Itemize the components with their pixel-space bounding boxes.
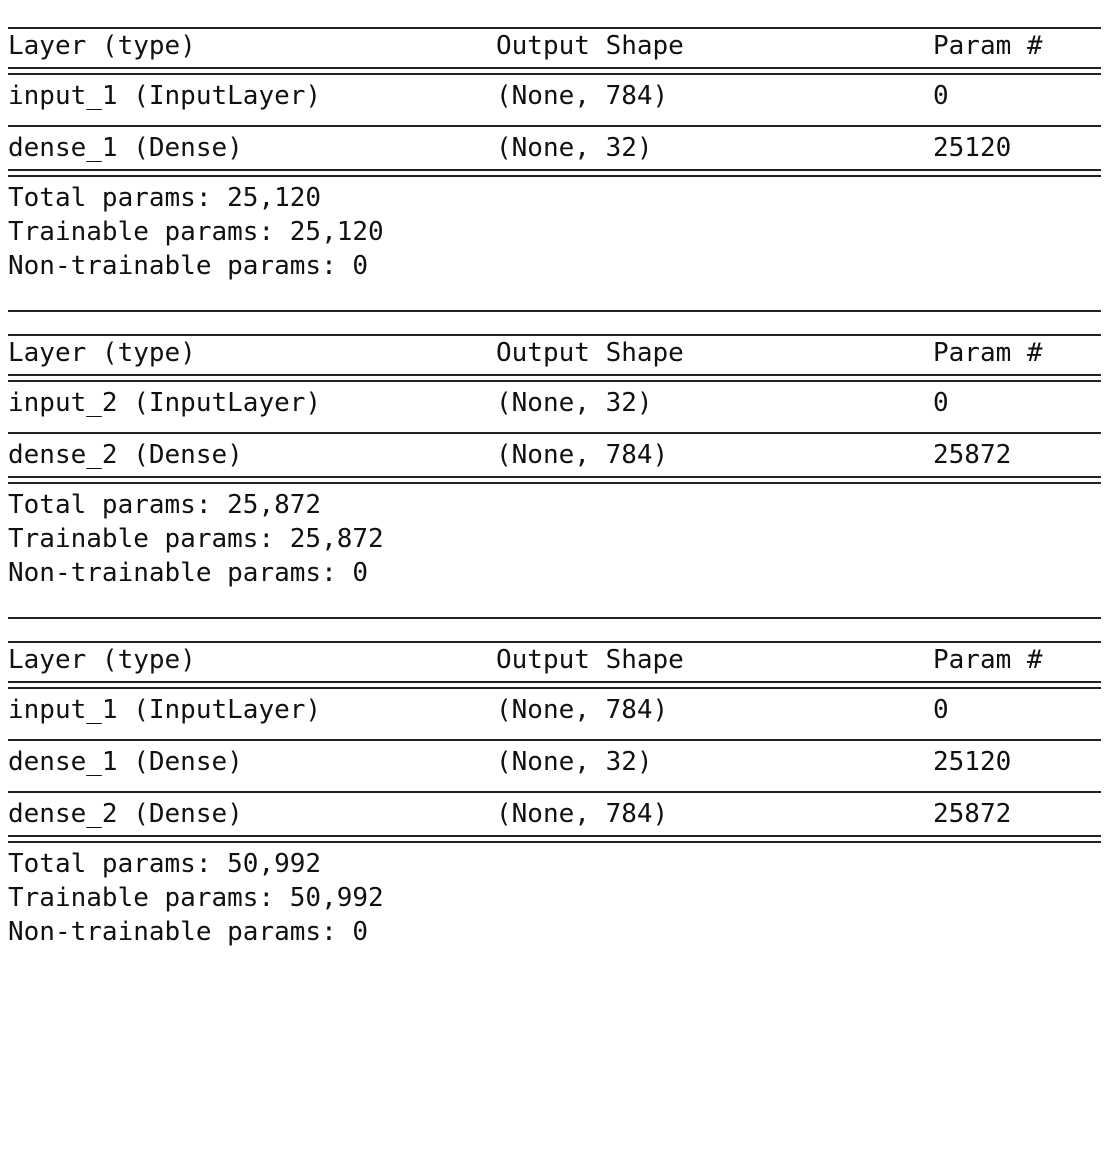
layer-shape: (None, 32) [496,747,653,777]
header-param: Param # [933,645,1043,675]
header-output-shape: Output Shape [496,338,684,368]
layer-shape: (None, 784) [496,81,669,111]
top-rule [8,0,1101,29]
double-rule [8,165,1101,181]
header-output-shape: Output Shape [496,31,684,61]
double-rule [8,831,1101,847]
non-trainable-params: Non-trainable params: 0 [8,558,369,588]
total-params: Total params: 25,120 [8,183,322,213]
row-separator [8,420,1101,434]
layer-shape: (None, 784) [496,695,669,725]
non-trainable-params: Non-trainable params: 0 [8,251,369,281]
layer-name: input_1 (InputLayer) [8,81,322,111]
header-row [8,29,1101,63]
layer-row [8,131,1101,165]
layer-params: 0 [933,388,949,418]
layer-params: 25120 [933,133,1012,163]
layer-shape: (None, 784) [496,799,669,829]
total-params: Total params: 25,872 [8,490,322,520]
layer-params: 0 [933,81,949,111]
layer-shape: (None, 32) [496,133,653,163]
row-separator [8,113,1101,127]
trainable-params: Trainable params: 25,872 [8,524,384,554]
layer-row [8,386,1101,420]
header-layer: Layer (type) [8,645,196,675]
row-separator [8,727,1101,741]
layer-name: input_2 (InputLayer) [8,388,322,418]
layer-params: 0 [933,695,949,725]
layer-params: 25120 [933,747,1012,777]
double-rule [8,370,1101,386]
model-summary-output [8,0,1101,949]
row-separator [8,779,1101,793]
layer-row [8,438,1101,472]
total-params: Total params: 50,992 [8,849,322,879]
model-summary-2 [8,312,1101,619]
double-rule [8,677,1101,693]
layer-shape: (None, 32) [496,388,653,418]
layer-row [8,79,1101,113]
header-output-shape: Output Shape [496,645,684,675]
layer-row [8,693,1101,727]
model-summary-3 [8,619,1101,949]
top-rule [8,312,1101,336]
layer-shape: (None, 784) [496,440,669,470]
layer-params: 25872 [933,799,1012,829]
header-row [8,336,1101,370]
non-trainable-params: Non-trainable params: 0 [8,917,369,947]
layer-params: 25872 [933,440,1012,470]
double-rule [8,472,1101,488]
bottom-rule [8,590,1101,619]
double-rule [8,63,1101,79]
header-param: Param # [933,31,1043,61]
layer-name: dense_1 (Dense) [8,133,243,163]
bottom-rule [8,283,1101,312]
model-summary-1 [8,0,1101,312]
layer-row [8,797,1101,831]
layer-name: dense_2 (Dense) [8,799,243,829]
layer-name: input_1 (InputLayer) [8,695,322,725]
header-layer: Layer (type) [8,338,196,368]
layer-name: dense_1 (Dense) [8,747,243,777]
trainable-params: Trainable params: 25,120 [8,217,384,247]
header-layer: Layer (type) [8,31,196,61]
layer-name: dense_2 (Dense) [8,440,243,470]
header-param: Param # [933,338,1043,368]
layer-row [8,745,1101,779]
trainable-params: Trainable params: 50,992 [8,883,384,913]
top-rule [8,619,1101,643]
header-row [8,643,1101,677]
